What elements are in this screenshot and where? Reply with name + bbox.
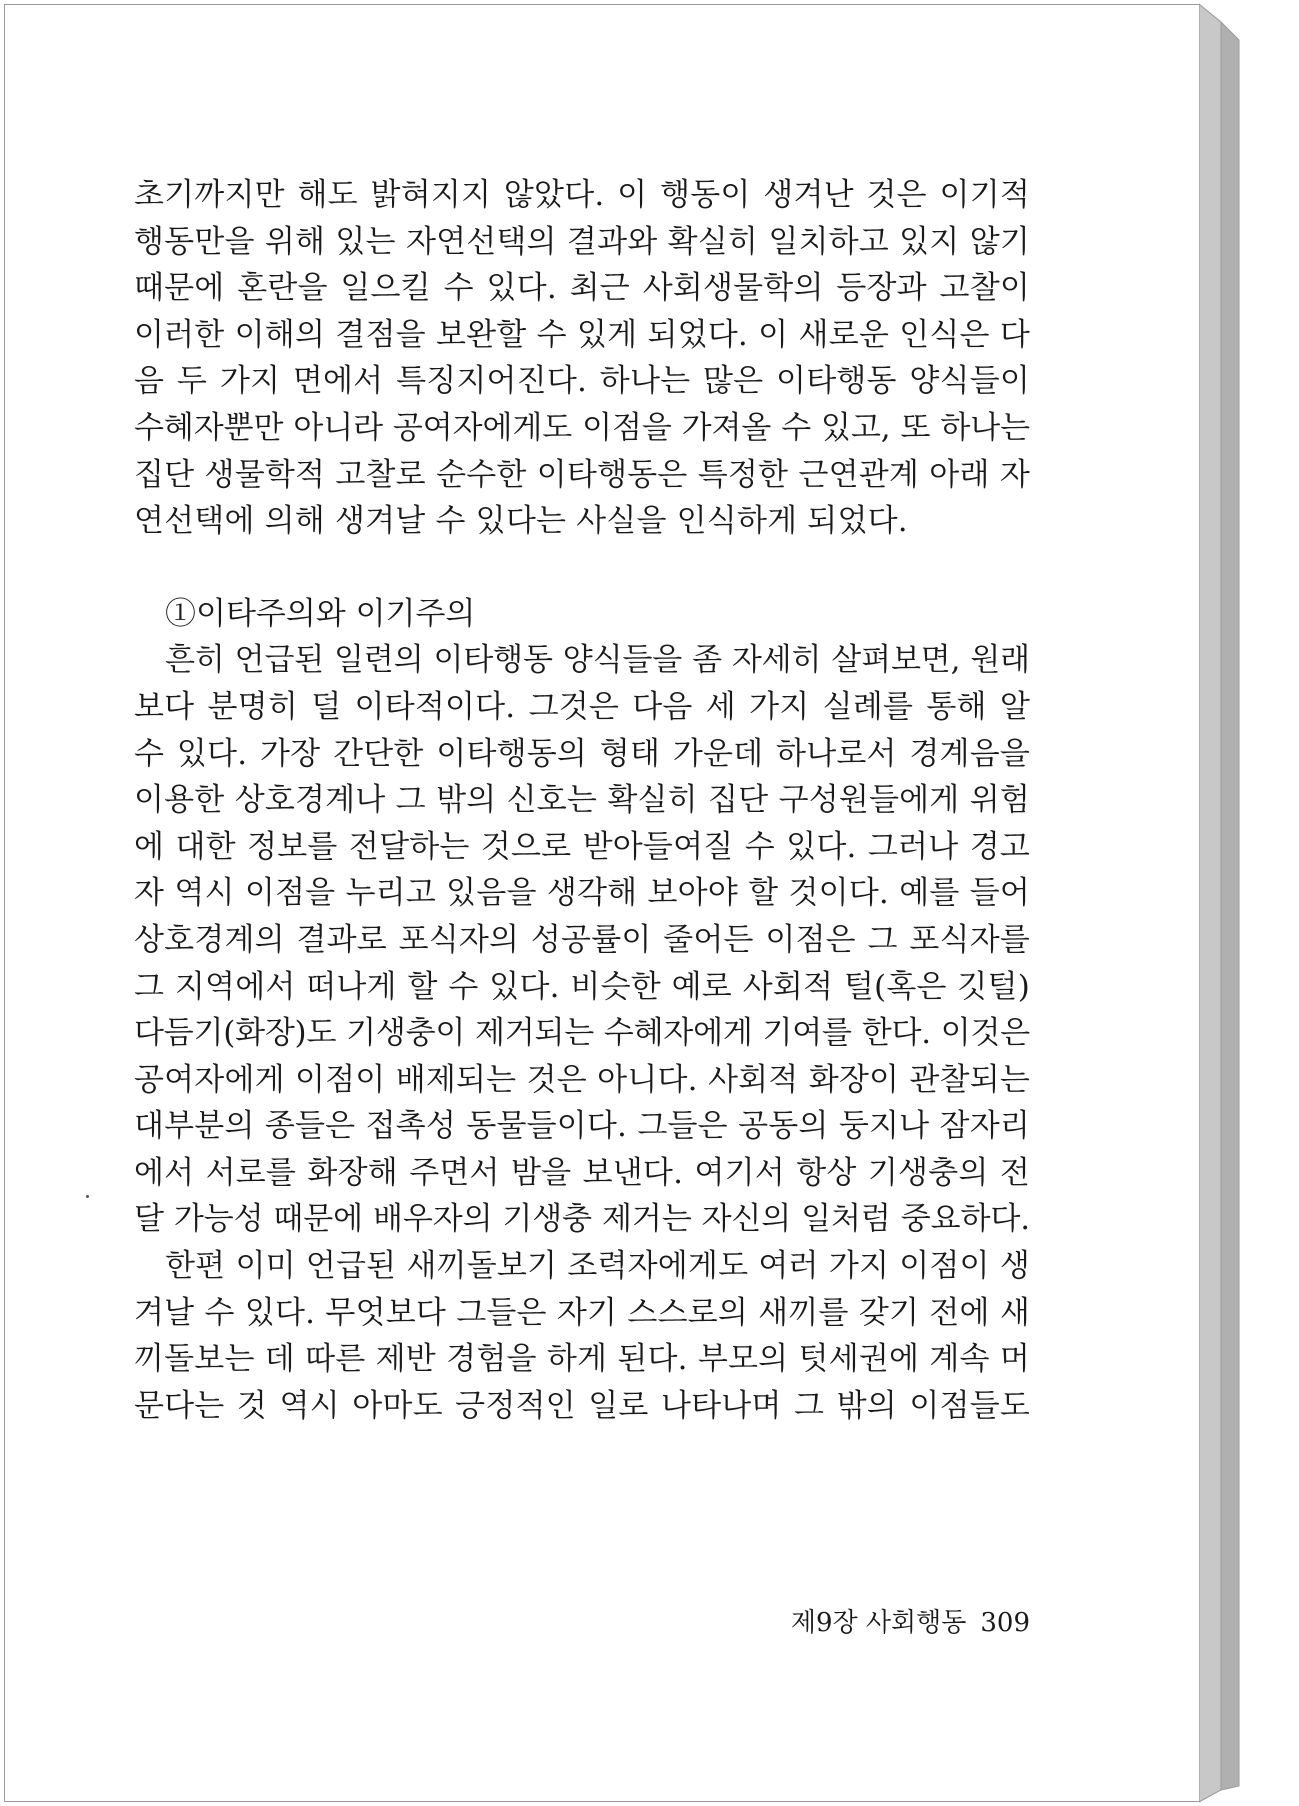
print-speck bbox=[86, 1195, 89, 1198]
paragraph-3 bbox=[134, 1243, 1030, 1429]
text-line: 상호경계의 결과로 포식자의 성공률이 줄어든 이점은 그 포식자를 bbox=[134, 921, 1030, 958]
section-spacer bbox=[134, 545, 1030, 591]
text-line: 끼돌보는 데 따른 제반 경험을 하게 된다. 부모의 텃세권에 계속 머 bbox=[134, 1341, 1030, 1378]
text-line: 자 역시 이점을 누리고 있음을 생각해 보아야 할 것이다. 예를 들어 bbox=[134, 875, 1030, 912]
paragraph-1 bbox=[134, 172, 1030, 545]
text-line: 행동만을 위해 있는 자연선택의 결과와 확실히 일치하고 있지 않기 bbox=[134, 223, 1030, 260]
page-footer bbox=[770, 1602, 1030, 1639]
text-line: 다듬기(화장)도 기생충이 제거되는 수혜자에게 기여를 한다. 이것은 bbox=[134, 1015, 1030, 1052]
page-stack-edge bbox=[1199, 0, 1259, 1806]
text-line: 에서 서로를 화장해 주면서 밤을 보낸다. 여기서 항상 기생충의 전 bbox=[134, 1154, 1030, 1191]
text-line: 집단 생물학적 고찰로 순수한 이타행동은 특정한 근연관계 아래 자 bbox=[134, 456, 1030, 493]
page-number: 309 bbox=[980, 1608, 1030, 1638]
text-line: 음 두 가지 면에서 특징지어진다. 하나는 많은 이타행동 양식들이 bbox=[134, 363, 1030, 400]
section-heading: ①이타주의와 이기주의 bbox=[165, 595, 476, 632]
text-line: 연선택에 의해 생겨날 수 있다는 사실을 인식하게 되었다. bbox=[134, 503, 908, 540]
page-content bbox=[134, 172, 1030, 1429]
text-line: 초기까지만 해도 밝혀지지 않았다. 이 행동이 생겨난 것은 이기적 bbox=[134, 177, 1030, 213]
text-line: 이용한 상호경계나 그 밖의 신호는 확실히 집단 구성원들에게 위험 bbox=[134, 782, 1030, 819]
text-line: 겨날 수 있다. 무엇보다 그들은 자기 스스로의 새끼를 갖기 전에 새 bbox=[134, 1294, 1030, 1331]
text-line: 흔히 언급된 일련의 이타행동 양식들을 좀 자세히 살펴보면, 원래 bbox=[165, 642, 1030, 679]
text-line: 수혜자뿐만 아니라 공여자에게도 이점을 가져올 수 있고, 또 하나는 bbox=[134, 409, 1030, 446]
paragraph-2 bbox=[134, 637, 1030, 1243]
text-line: 대부분의 종들은 접촉성 동물들이다. 그들은 공동의 둥지나 잠자리 bbox=[134, 1108, 1030, 1145]
text-line: 수 있다. 가장 간단한 이타행동의 형태 가운데 하나로서 경계음을 bbox=[134, 735, 1030, 772]
text-line: 달 가능성 때문에 배우자의 기생충 제거는 자신의 일처럼 중요하다. bbox=[134, 1201, 1030, 1238]
text-line: 한편 이미 언급된 새끼돌보기 조력자에게도 여러 가지 이점이 생 bbox=[165, 1248, 1030, 1285]
text-line: 보다 분명히 덜 이타적이다. 그것은 다음 세 가지 실례를 통해 알 bbox=[134, 688, 1030, 725]
text-line: 문다는 것 역시 아마도 긍정적인 일로 나타나며 그 밖의 이점들도 bbox=[134, 1387, 1030, 1424]
text-line: 에 대한 정보를 전달하는 것으로 받아들여질 수 있다. 그러나 경고 bbox=[134, 828, 1030, 865]
text-line: 때문에 혼란을 일으킬 수 있다. 최근 사회생물학의 등장과 고찰이 bbox=[134, 270, 1030, 307]
text-line: 공여자에게 이점이 배제되는 것은 아니다. 사회적 화장이 관찰되는 bbox=[134, 1061, 1030, 1098]
text-line: 이러한 이해의 결점을 보완할 수 있게 되었다. 이 새로운 인식은 다 bbox=[134, 316, 1030, 353]
chapter-title: 제9장 사회행동 bbox=[790, 1608, 967, 1638]
text-line: 그 지역에서 떠나게 할 수 있다. 비슷한 예로 사회적 털(혹은 깃털) bbox=[134, 968, 1030, 1005]
